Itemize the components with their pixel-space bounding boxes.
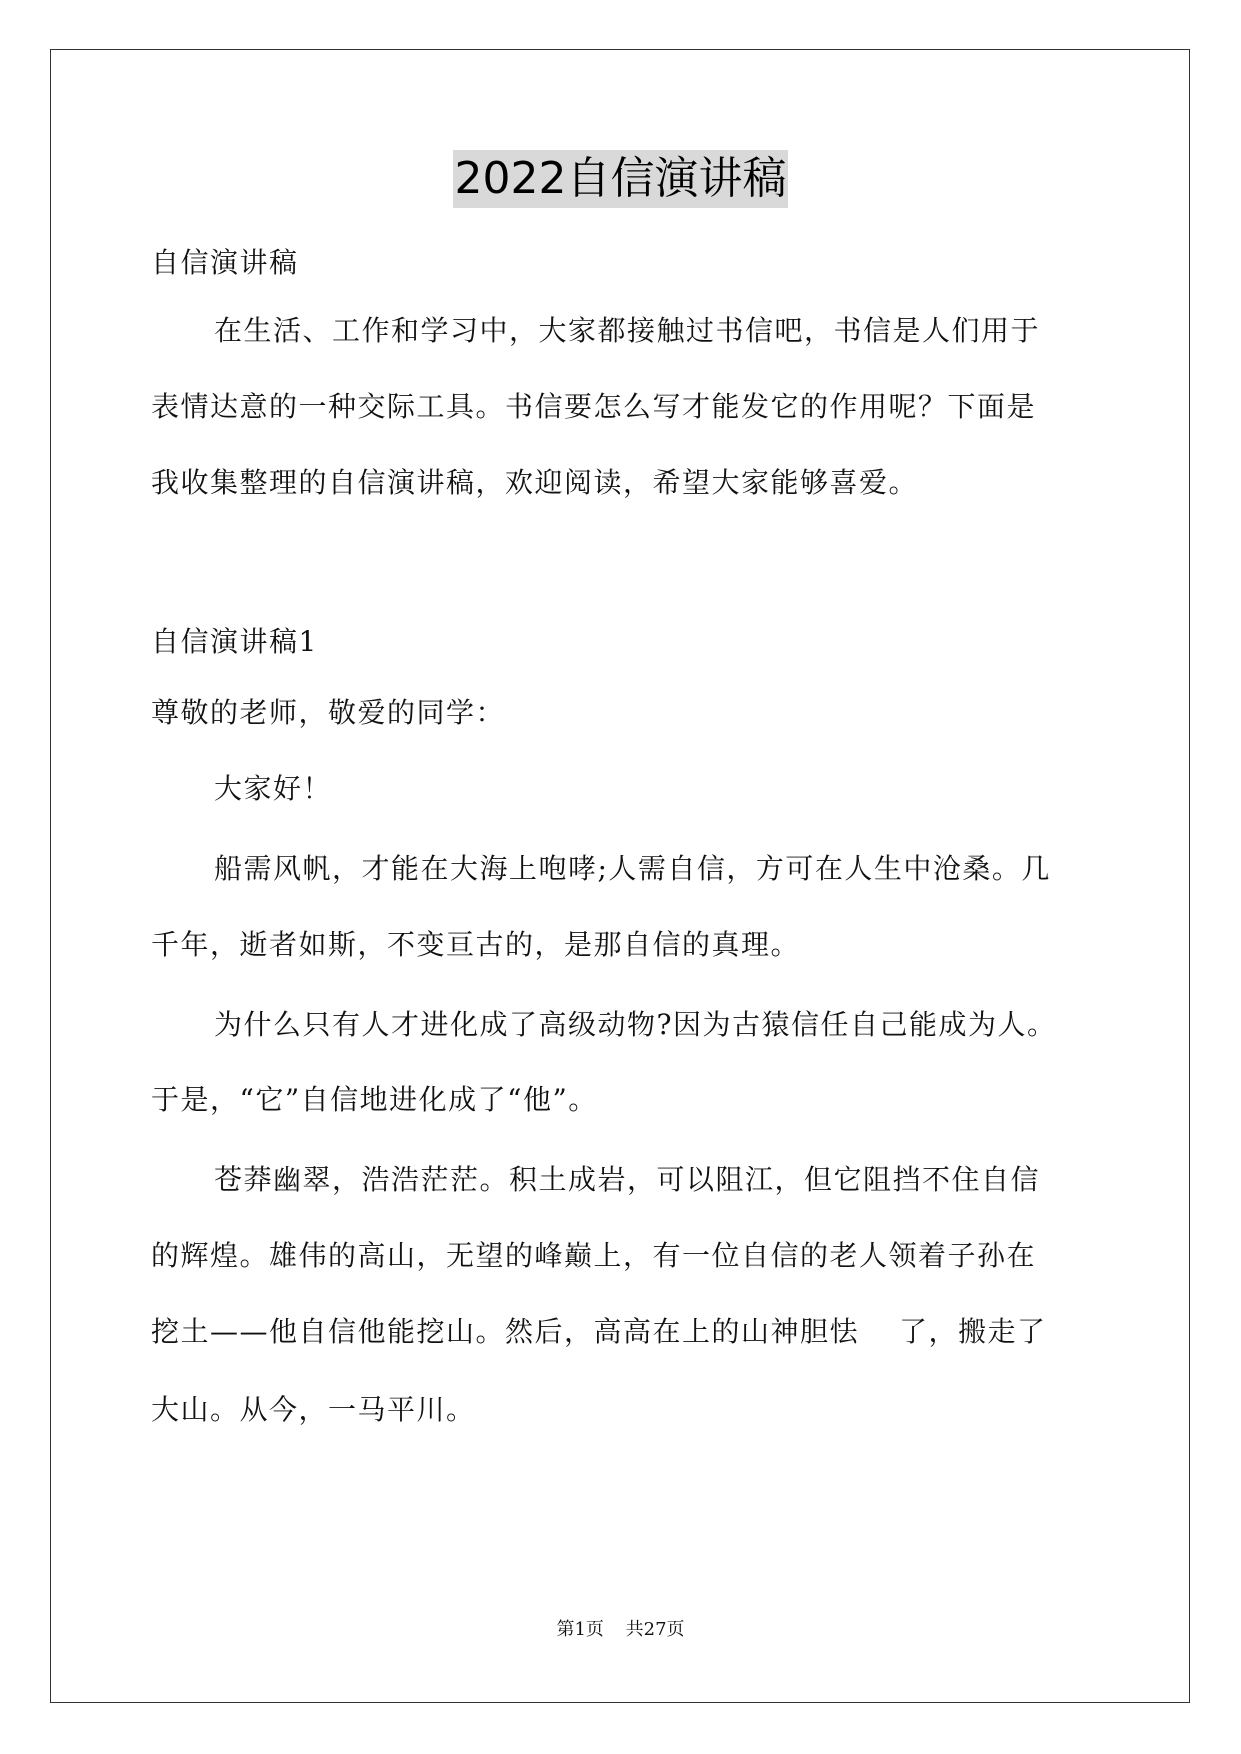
p3-line-3	[151, 1312, 1047, 1352]
p3-line-2: 的辉煌。雄伟的高山，无望的峰巅上，有一位自信的老人领着子孙在	[151, 1239, 1037, 1272]
p1-line-2: 千年，逝者如斯，不变亘古的，是那自信的真理。	[151, 928, 801, 961]
section-heading: 自信演讲稿1	[151, 625, 318, 658]
greeting: 大家好！	[214, 772, 333, 805]
page-total: 共27页	[625, 1619, 685, 1640]
heading: 自信演讲稿	[151, 246, 299, 279]
page-footer	[0, 1618, 1241, 1642]
title-container	[0, 150, 1241, 208]
p2-line-1: 为什么只有人才进化成了高级动物?因为古猿信任自己能成为人。	[214, 1008, 1057, 1041]
salutation: 尊敬的老师，敬爱的同学：	[151, 696, 506, 729]
page-number: 第1页	[556, 1619, 604, 1640]
p3-line-3-part-1: 挖土——他自信他能挖山。然后，高高在上的山神胆怯	[151, 1315, 860, 1348]
p3-line-1: 苍莽幽翠，浩浩茫茫。积土成岩，可以阻江，但它阻挡不住自信	[214, 1163, 1041, 1196]
p2-line-2: 于是，“它”自信地进化成了“他”。	[151, 1083, 598, 1116]
p3-line-3-part-2: 了，搬走了	[899, 1315, 1047, 1348]
p1-line-1: 船需风帆，才能在大海上咆哮;人需自信，方可在人生中沧桑。几	[214, 852, 1051, 885]
intro-line-3: 我收集整理的自信演讲稿，欢迎阅读，希望大家能够喜爱。	[151, 466, 919, 499]
document-title: 2022自信演讲稿	[453, 150, 789, 208]
intro-line-2: 表情达意的一种交际工具。书信要怎么写才能发它的作用呢？下面是	[151, 390, 1037, 423]
p3-line-4: 大山。从今，一马平川。	[151, 1393, 476, 1426]
intro-line-1: 在生活、工作和学习中，大家都接触过书信吧，书信是人们用于	[214, 314, 1041, 347]
